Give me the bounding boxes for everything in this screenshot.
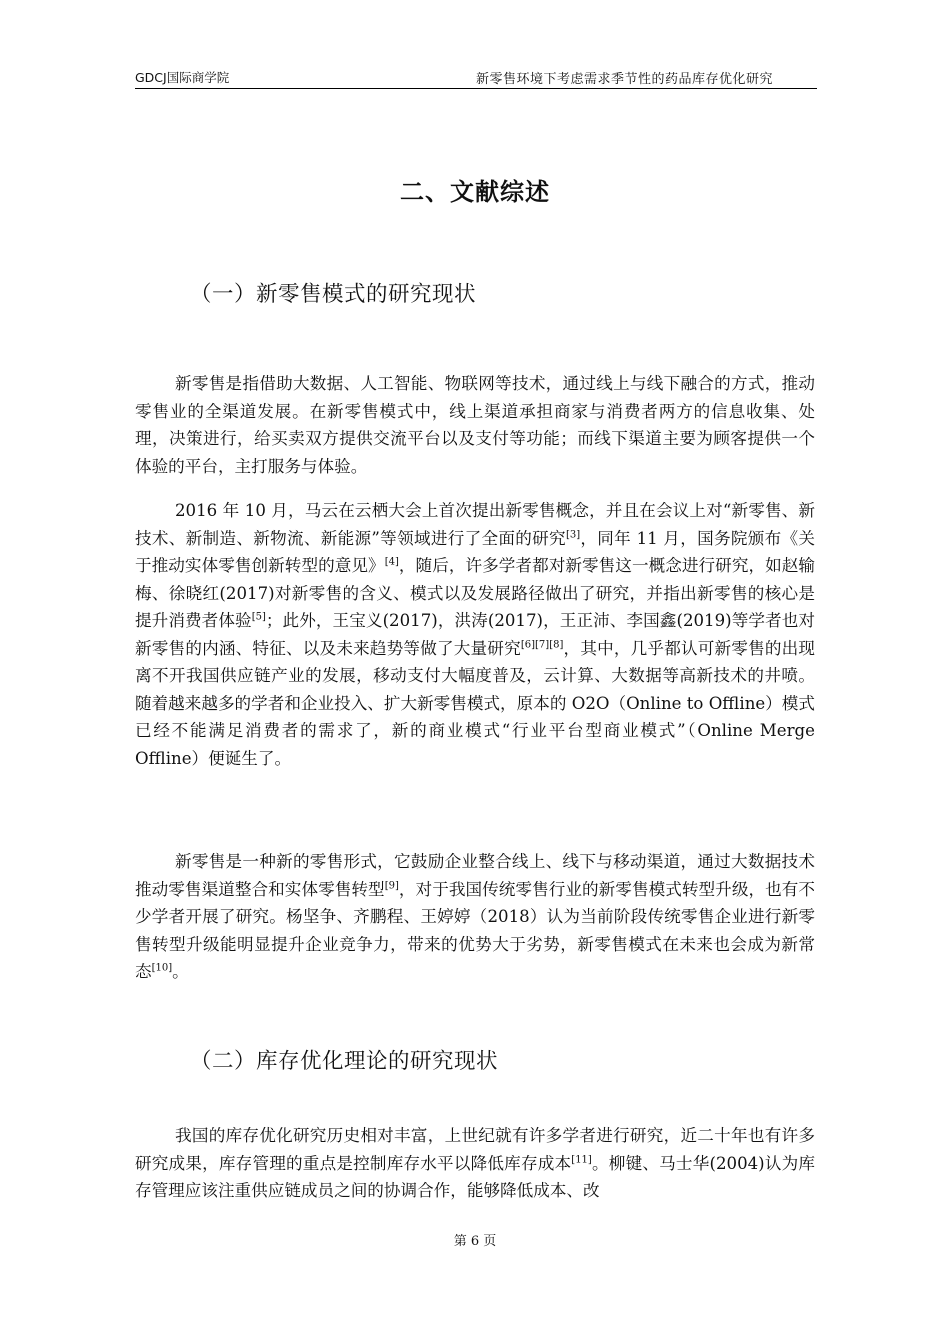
header-paper-title: 新零售环境下考虑需求季节性的药品库存优化研究 <box>475 72 773 87</box>
paragraph-text: 2016 年 10 月，马云在云栖大会上首次提出新零售概念，并且在会议上对“新零售、新技术、新制造、新物流、新能源”等领域进行了全面的研究 <box>135 501 815 548</box>
page-header <box>135 62 817 89</box>
paragraph-text: ；此外，王宝义(2017)，洪涛(2017)，王正沛、李国鑫(2019)等学者也对新零售的内涵、特征、以及未来趋势等做了大量研究 <box>135 611 816 658</box>
citation-ref: [10] <box>151 962 173 974</box>
citation-ref: [5] <box>251 611 266 623</box>
paragraph-text: 我国的库存优化研究历史相对丰富，上世纪就有许多学者进行研究，近二十年也有许多研究成果，库存管理的重点是控制库存水平以降低库存成本 <box>135 1126 815 1173</box>
paragraph-text: ，随后，许多学者都对新零售这一概念进行研究，如赵输梅、徐晓红(2017)对新零售的含义、模式以及发展路径做出了研究，并指出新零售的核心是提升消费者体验 <box>135 556 816 630</box>
paragraph <box>135 370 815 480</box>
page-number: 第 6 页 <box>453 1234 497 1249</box>
citation-ref: [4] <box>384 556 399 568</box>
citation-ref: [3] <box>565 528 581 540</box>
paragraph-text: ，同年 11 月，国务院颁布《关于推动实体零售创新转型的意见》 <box>135 528 815 575</box>
section-title-1: （一）新零售模式的研究现状 <box>190 282 477 307</box>
paragraph-text: ，对于我国传统零售行业的新零售模式转型升级，也有不少学者开展了研究。杨坚争、齐鹏程、王婷婷（2018）认为当前阶段传统零售企业进行新零售转型升级能明显提升企业竞争力，带来的优势大于劣势，新零售模式在未来也会成为新常态 <box>135 879 816 981</box>
header-school-name: GDCJ国际商学院 <box>135 70 230 85</box>
citation-ref: [11] <box>571 1153 592 1165</box>
paragraph-text: 新零售是指借助大数据、人工智能、物联网等技术，通过线上与线下融合的方式，推动零售业的全渠道发展。在新零售模式中，线上渠道承担商家与消费者两方的信息收集、处理，决策进行，给买卖双方提供交流平台以及支付等功能；而线下渠道主要为顾客提供一个体验的平台，主打服务与体验。 <box>135 374 815 476</box>
paragraph <box>135 1122 815 1205</box>
citation-ref: [6][7][8] <box>520 638 564 650</box>
chapter-title: 二、文献综述 <box>400 178 550 206</box>
citation-ref: [9] <box>384 879 399 891</box>
paragraph-text: 。 <box>172 962 189 981</box>
section-title-2: （二）库存优化理论的研究现状 <box>190 1049 499 1074</box>
paragraph <box>135 848 815 986</box>
paragraph-text: 新零售是一种新的零售形式，它鼓励企业整合线上、线下与移动渠道，通过大数据技术推动零售渠道整合和实体零售转型 <box>135 852 815 899</box>
paragraph-text: 。柳键、马士华(2004)认为库存管理应该注重供应链成员之间的协调合作，能够降低成本、改 <box>135 1153 815 1200</box>
paragraph-text: ，其中，几乎都认可新零售的出现离不开我国供应链产业的发展，移动支付大幅度普及，云计算、大数据等高新技术的井喷。随着越来越多的学者和企业投入、扩大新零售模式，原本的 O2O（Online to Offline）模式已经不能满足消费者的需求了，新的商业模式“行业平台型商业模式”（Online Merge Offline）便诞生了。 <box>135 638 816 768</box>
paragraph <box>135 497 815 772</box>
